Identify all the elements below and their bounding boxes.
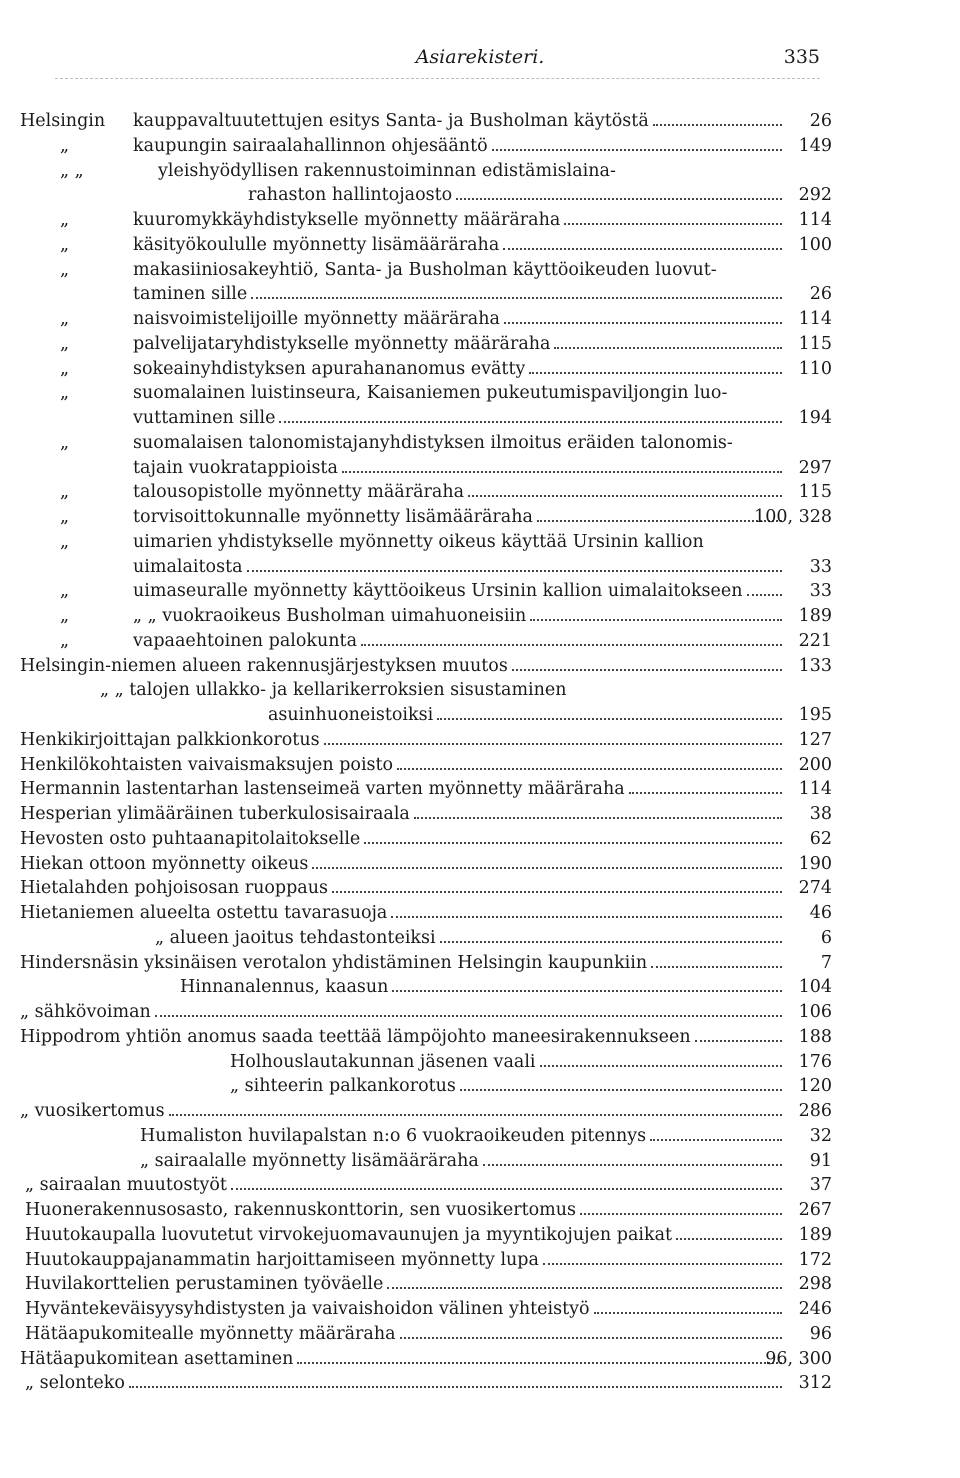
entry-text: taminen sille [133,284,248,305]
dot-leader [251,297,782,299]
entry-text: „ „ talojen ullakko- ja kellarikerroksien sisustaminen [100,680,567,701]
dot-leader [492,149,782,151]
entry-text: yleishyödyllisen rakennustoiminnan edistämislaina- [158,160,616,181]
entry-text: Hätäapukomitean asettaminen [20,1348,294,1369]
page-reference: 6 [820,927,832,948]
index-entry [20,530,832,555]
entry-text: „ selonteko [25,1373,125,1394]
index-entry [20,1198,832,1223]
entry-text: Hindersnäsin yksinäisen verotalon yhdistäminen Helsingin kaupunkiin [20,952,648,973]
entry-text: Huutokaupalla luovutetut virvokejuomavaunujen ja myyntikojujen paikat [25,1224,673,1245]
page-reference: 127 [798,729,832,750]
entry-text: käsityökoululle myönnetty lisämääräraha [133,234,500,255]
page-reference: 292 [798,185,832,206]
index-entry [20,926,832,951]
index-entry [20,1322,832,1347]
dot-leader [483,1164,782,1166]
entry-text: Helsingin-niemen alueen rakennusjärjestyksen muutos [20,655,508,676]
ditto-mark: „ [60,358,70,379]
dot-leader [129,1386,782,1388]
index-entry [20,1248,832,1273]
dot-leader [747,594,782,596]
index-entry [20,505,832,530]
entry-text: „ sähkövoiman [20,1002,151,1022]
page-reference: 176 [798,1051,832,1072]
entry-text: Huonerakennusosasto, rakennuskonttorin, sen vuosikertomus [25,1200,576,1220]
page-reference: 110 [798,358,832,379]
entry-text: Hermannin lastentarhan lastenseimeä varten myönnetty määräraha [20,779,625,800]
index-entry [20,233,832,258]
page-reference: 267 [798,1200,832,1220]
dot-leader [392,990,782,992]
dot-leader [397,768,782,770]
dot-leader [650,1139,782,1141]
page-reference: 96, 300 [765,1348,832,1369]
dot-leader [543,1263,782,1265]
index-entry [20,1297,832,1322]
index-entry [20,183,832,208]
index-entry [20,1371,832,1396]
index-entry [20,1149,832,1174]
entry-text: uimalaitosta [133,556,243,577]
page-reference: 38 [809,804,832,824]
ditto-mark: „ [60,630,70,651]
index-entry [20,876,832,901]
entry-text: asuinhuoneistoiksi [268,705,434,725]
entry-text: torvisoittokunnalle myönnetty lisämääräraha [133,507,533,527]
index-entry [20,134,832,159]
index-entry [20,703,832,728]
page-reference: 46 [809,903,832,923]
index-entry [20,555,832,580]
page-reference: 195 [798,705,832,725]
dot-leader [460,1089,782,1091]
dot-leader [676,1238,782,1240]
page-reference: 96 [809,1323,832,1344]
index-entry [20,678,832,703]
page-reference: 114 [798,779,832,800]
entry-text: uimaseuralle myönnetty käyttöoikeus Ursinin kallion uimalaitokseen [133,581,743,602]
index-entry [20,951,832,976]
index-entry [20,975,832,1000]
index-entry [20,802,832,827]
entry-text: Huutokauppajanammatin harjoittamiseen myönnetty lupa [25,1249,539,1270]
dot-leader [653,124,782,126]
entry-text: Holhouslautakunnan jäsenen vaali [230,1051,536,1072]
page-reference: 104 [798,977,832,998]
page-reference: 274 [798,878,832,899]
entry-text: Henkikirjoittajan palkkionkorotus [20,729,320,750]
page-reference: 188 [798,1026,832,1047]
dot-leader [456,198,782,200]
dot-leader [247,570,782,572]
ditto-mark: „ [60,259,70,280]
page-reference: 172 [798,1249,832,1270]
dot-leader [387,1287,782,1289]
index-entry [20,357,832,382]
dot-leader [564,223,782,225]
index-entry [20,1223,832,1248]
entry-text: Hietalahden pohjoisosan ruoppaus [20,878,328,899]
dot-leader [530,619,782,621]
dot-leader [537,520,782,522]
page-reference: 106 [798,1002,832,1022]
page-reference: 26 [809,284,832,305]
entry-text: palvelijataryhdistykselle myönnetty määräraha [133,333,551,354]
index-entry [20,852,832,877]
index-entry [20,109,832,134]
dot-leader [231,1188,782,1190]
dot-leader [400,1337,782,1339]
page-reference: 37 [809,1175,832,1196]
entry-text: Humaliston huvilapalstan n:o 6 vuokraoikeuden pitennys [140,1125,647,1146]
ditto-mark: „ [60,581,70,602]
ditto-mark: „ [60,531,70,552]
index-entry [20,1074,832,1099]
entry-text: suomalainen luistinseura, Kaisaniemen pukeutumispaviljongin luo- [133,383,728,404]
page-reference: 221 [798,630,832,651]
page-reference: 33 [809,581,832,602]
page-reference: 62 [809,828,832,849]
dot-leader [312,867,782,869]
page-reference: 114 [798,309,832,329]
index-entry [20,1173,832,1198]
entry-text: Hyväntekeväisyysyhdistysten ja vaivaishoidon välinen yhteistyö [25,1299,590,1319]
index-entry [20,307,832,332]
page-reference: 286 [798,1101,832,1121]
index-entry [20,777,832,802]
index-entry [20,827,832,852]
dot-leader [391,916,782,918]
entry-headword: Helsingin [20,111,106,131]
entry-text: Hesperian ylimääräinen tuberkulosisairaala [20,804,410,824]
header-rule [55,78,820,79]
index-entry [20,332,832,357]
page-reference: 133 [798,655,832,676]
entry-text: sokeainyhdistyksen apurahananomus evätty [133,358,526,379]
index-entry [20,381,832,406]
ditto-mark: „ „ [60,160,84,181]
entry-text: naisvoimistelijoille myönnetty määräraha [133,309,500,329]
index-entry [20,431,832,456]
entry-text: uimarien yhdistykselle myönnetty oikeus käyttää Ursinin kallion [133,531,704,552]
ditto-mark: „ [60,210,70,230]
entry-text: Henkilökohtaisten vaivaismaksujen poisto [20,754,394,775]
entry-text: „ alueen jaoitus tehdastonteiksi [155,927,436,948]
entry-text: Hietaniemen alueelta ostettu tavarasuoja [20,903,388,923]
dot-leader [651,966,782,968]
index-entry [20,1050,832,1075]
page-reference: 200 [798,754,832,775]
entry-text: „ sihteerin palkankorotus [230,1076,456,1097]
entry-text: kuuromykkäyhdistykselle myönnetty määräraha [133,210,561,230]
page-reference: 189 [798,1224,832,1245]
page-reference: 246 [798,1299,832,1319]
index-entry [20,1000,832,1025]
entry-text: vapaaehtoinen palokunta [133,630,358,651]
ditto-mark: „ [60,606,70,626]
page-reference: 115 [798,482,832,503]
dot-leader [155,1015,782,1017]
entry-text: „ sairaalan muutostyöt [25,1175,227,1196]
dot-leader [503,248,782,250]
dot-leader [629,792,782,794]
dot-leader [512,669,782,671]
dot-leader [468,495,782,497]
entry-text: „ sairaalalle myönnetty lisämääräraha [140,1150,479,1171]
dot-leader [580,1213,782,1215]
index-entry [20,456,832,481]
dot-leader [554,347,782,349]
entry-text: makasiiniosakeyhtiö, Santa- ja Busholman käyttöoikeuden luovut- [133,259,717,280]
entry-text: rahaston hallintojaosto [248,185,453,206]
entry-text: tajain vuokratappioista [133,457,338,478]
dot-leader [279,421,782,423]
page-reference: 100, 328 [754,507,832,527]
page-reference: 120 [798,1076,832,1097]
dot-leader [695,1040,782,1042]
index-entry [20,1099,832,1124]
index-entry [20,480,832,505]
dot-leader [361,644,782,646]
ditto-mark: „ [60,309,70,329]
index-entry [20,406,832,431]
index-entry [20,1025,832,1050]
dot-leader [414,817,782,819]
entry-text: „ „ vuokraoikeus Busholman uimahuoneisiin [133,606,527,626]
ditto-mark: „ [60,135,70,156]
entry-text: Hevosten osto puhtaanapitolaitokselle [20,828,361,849]
page-reference: 91 [809,1150,832,1171]
index-entry [20,629,832,654]
ditto-mark: „ [60,333,70,354]
dot-leader [332,891,782,893]
dot-leader [437,718,782,720]
page-reference: 26 [809,111,832,131]
index-entry [20,654,832,679]
page-reference: 297 [798,457,832,478]
page-reference: 7 [820,952,832,973]
entry-text: vuttaminen sille [133,408,276,428]
entry-text: Hiekan ottoon myönnetty oikeus [20,853,309,874]
index-entry [20,901,832,926]
index-entry [20,282,832,307]
entry-text: Hippodrom yhtiön anomus saada teettää lämpöjohto maneesirakennukseen [20,1026,691,1047]
index-entry [20,258,832,283]
index-entry [20,1124,832,1149]
page-reference: 149 [798,135,832,156]
page-number: 335 [783,46,820,68]
ditto-mark: „ [60,383,70,404]
ditto-mark: „ [60,507,70,527]
page-reference: 114 [798,210,832,230]
entry-text: „ vuosikertomus [20,1101,165,1121]
page-reference: 189 [798,606,832,626]
entry-text: talousopistolle myönnetty määräraha [133,482,465,503]
index-entry [20,159,832,184]
ditto-mark: „ [60,482,70,503]
dot-leader [440,941,782,943]
dot-leader [540,1065,782,1067]
subject-index [20,109,832,1396]
dot-leader [297,1362,782,1364]
entry-text: kaupungin sairaalahallinnon ohjesääntö [133,135,488,156]
ditto-mark: „ [60,234,70,255]
page-reference: 115 [798,333,832,354]
index-entry [20,579,832,604]
dot-leader [364,842,782,844]
index-entry [20,604,832,629]
dot-leader [504,322,782,324]
dot-leader [324,743,782,745]
page-reference: 194 [798,408,832,428]
ditto-mark: „ [60,432,70,453]
entry-text: Hinnanalennus, kaasun [180,977,389,998]
page-reference: 190 [798,853,832,874]
page-reference: 312 [798,1373,832,1394]
dot-leader [342,471,782,473]
page-reference: 100 [798,234,832,255]
index-entry [20,1272,832,1297]
page-reference: 33 [809,556,832,577]
entry-text: kauppavaltuutettujen esitys Santa- ja Busholman käytöstä [133,111,649,131]
dot-leader [169,1114,782,1116]
running-header-title: Asiarekisteri. [415,46,545,68]
index-entry [20,728,832,753]
index-entry [20,1347,832,1372]
dot-leader [594,1312,782,1314]
entry-text: Huvilakorttelien perustaminen työväelle [25,1274,384,1295]
entry-text: Hätäapukomitealle myönnetty määräraha [25,1323,396,1344]
entry-text: suomalaisen talonomistajanyhdistyksen ilmoitus eräiden talonomis- [133,432,733,453]
page-reference: 32 [809,1125,832,1146]
index-entry [20,208,832,233]
page-reference: 298 [798,1274,832,1295]
dot-leader [529,372,782,374]
index-entry [20,753,832,778]
